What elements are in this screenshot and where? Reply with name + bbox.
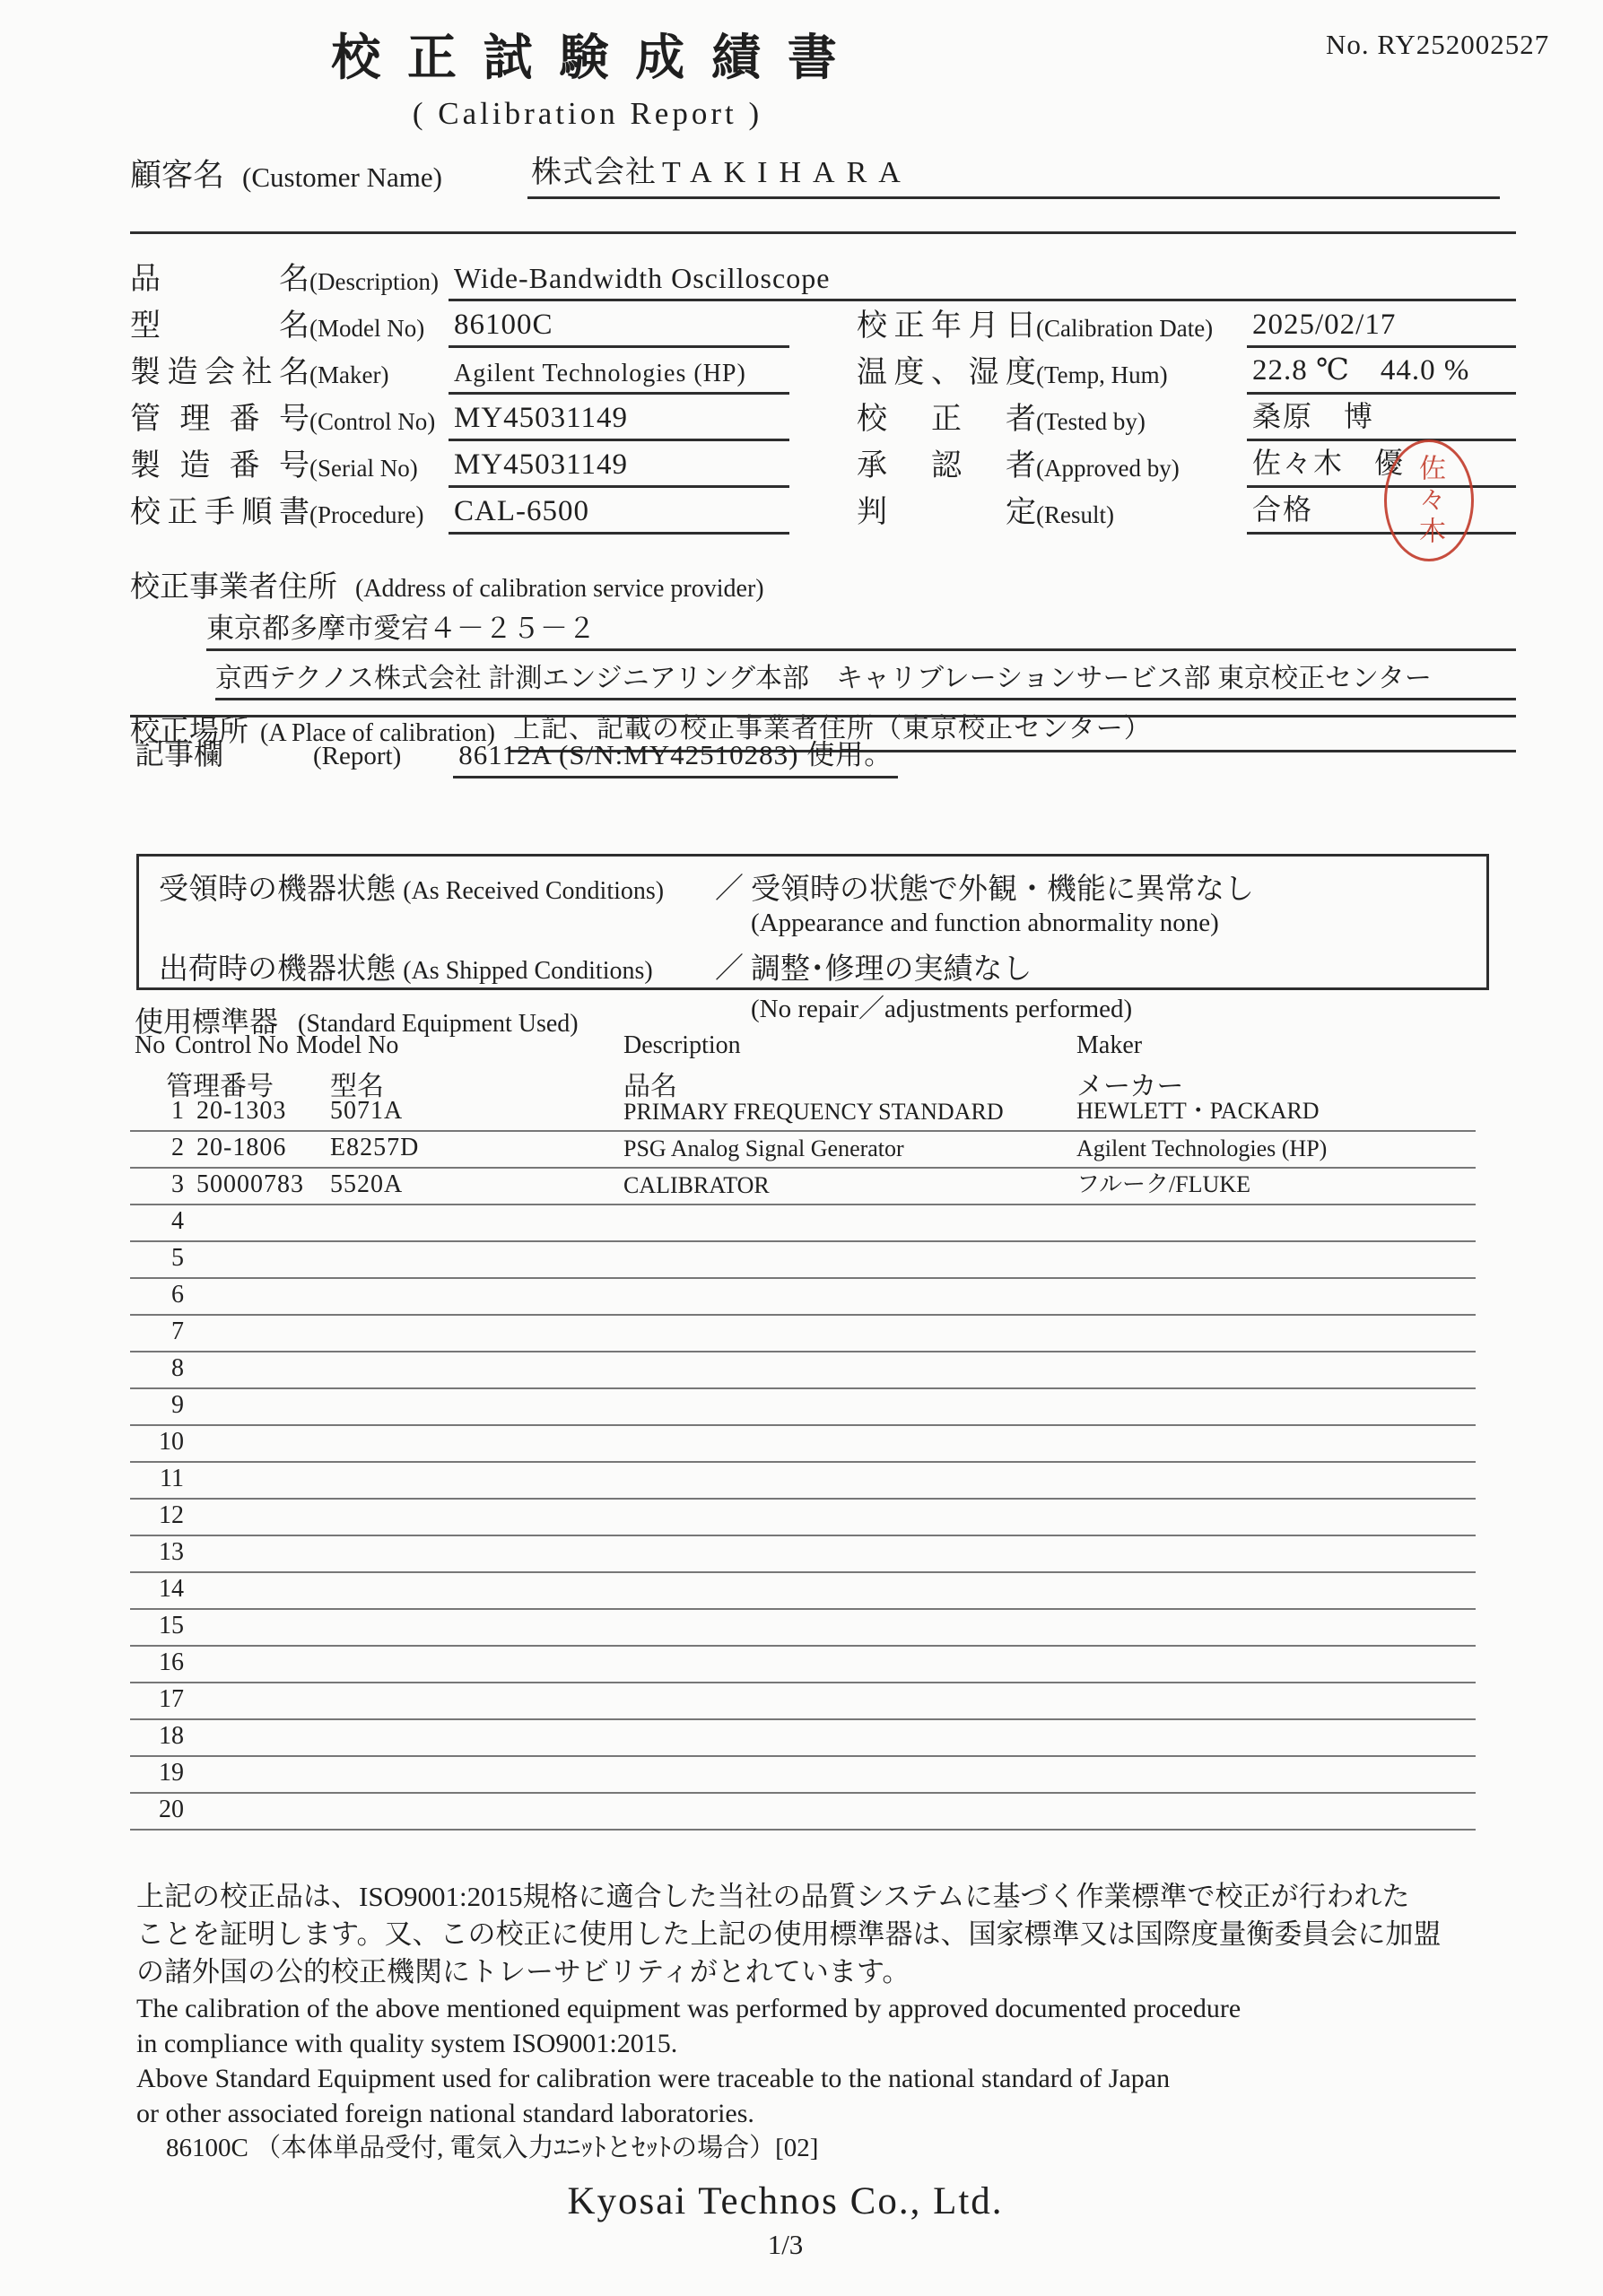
as-shipped-label-jp: 出荷時の機器状態: [159, 953, 396, 986]
equipment-maker: [1067, 1420, 1476, 1424]
description-value: Wide-Bandwidth Oscilloscope: [449, 262, 1516, 301]
as-received-label-en: (As Received Conditions): [403, 877, 665, 905]
control-no-label-en: (Control No): [309, 408, 436, 435]
customer-row: [130, 147, 1500, 199]
procedure-value: CAL-6500: [449, 495, 789, 535]
equipment-fields: [130, 255, 1516, 535]
certification-en-line-3: Above Standard Equipment used for calibration were traceable to the national standard of Japan: [136, 2064, 1171, 2093]
equipment-table-row: [130, 1169, 1476, 1205]
as-received-label: [159, 865, 708, 908]
provider-address-label-en: (Address of calibration service provider): [355, 575, 764, 603]
as-received-state: [751, 865, 1254, 938]
equipment-maker: [1067, 1530, 1476, 1535]
equipment-model-no: [323, 1420, 614, 1424]
calibration-date-value: 2025/02/17: [1247, 309, 1516, 348]
calibration-place-label-en: (A Place of calibration): [260, 719, 496, 747]
equipment-model-no: [323, 1530, 614, 1535]
tested-by-label-en: (Tested by): [1036, 408, 1146, 435]
field-serial-no: [130, 440, 789, 488]
equipment-maker: [1067, 1604, 1476, 1608]
equipment-row-number: 20: [159, 1796, 184, 1823]
equipment-row-number: 6: [171, 1281, 184, 1309]
equipment-description: [614, 1383, 1067, 1387]
company-name: Kyosai Technos Co., Ltd.: [567, 2180, 1004, 2222]
equipment-description: [614, 1787, 1067, 1792]
equipment-row-number: 5: [171, 1244, 184, 1272]
equipment-row-number: 16: [159, 1648, 184, 1676]
equipment-row-number: 8: [171, 1354, 184, 1382]
field-temp-hum: [857, 346, 1516, 395]
equipment-table-row: [130, 1647, 1476, 1683]
approved-by-value: 佐々木 優: [1247, 440, 1516, 488]
standard-equipment-title-jp: 使用標準器: [135, 1005, 279, 1038]
certification-jp-line-2: ことを証明します。又、この校正に使用した上記の使用標準器は、国家標準又は国際度量衡委員会に加盟: [136, 1918, 1442, 1950]
equipment-model-no: [323, 1567, 614, 1571]
equipment-model-no: [323, 1346, 614, 1351]
equipment-description: [614, 1714, 1067, 1718]
standard-equipment-title-en: (Standard Equipment Used): [298, 1010, 579, 1038]
control-no-label-jp: 管理番号: [130, 403, 309, 436]
tested-by-label-jp: 校正者: [857, 403, 1036, 436]
column-header-control-no: Control No: [175, 1031, 289, 1059]
as-shipped-state-en: (No repair／adjustments performed): [751, 995, 1133, 1023]
as-received-label-jp: 受領時の機器状態: [159, 874, 396, 906]
equipment-control-no: [193, 1604, 323, 1608]
equipment-table-header-english: [130, 1031, 1476, 1060]
equipment-maker: [1067, 1493, 1476, 1498]
equipment-table-row: [130, 1463, 1476, 1500]
field-calibration-date: [857, 300, 1516, 348]
column-header-description: Description: [623, 1031, 741, 1059]
equipment-maker: [1067, 1751, 1476, 1755]
certification-jp-line-1: 上記の校正品は、ISO9001:2015規格に適合した当社の品質システムに基づく作業標準で校正が行われた: [136, 1881, 1410, 1912]
equipment-maker: [1067, 1273, 1476, 1277]
equipment-table-row: [130, 1132, 1476, 1169]
equipment-table-row: [130, 1720, 1476, 1757]
equipment-maker: [1067, 1714, 1476, 1718]
equipment-table-row: [130, 1573, 1476, 1610]
column-header-model-no: Model No: [296, 1031, 399, 1059]
certification-note: 86100C （本体単品受付, 電気入力ﾕﾆｯﾄとｾｯﾄの場合）[02]: [166, 2134, 819, 2162]
temp-hum-value: 22.8 ℃ 44.0 %: [1247, 346, 1516, 395]
document-title-japanese: 校 正 試 験 成 績 書: [331, 30, 844, 85]
equipment-model-no: [323, 1824, 614, 1829]
equipment-model-no: [323, 1714, 614, 1718]
result-value: 合格: [1247, 487, 1516, 535]
equipment-description: [614, 1236, 1067, 1240]
equipment-control-no: [193, 1457, 323, 1461]
column-header-model-no-jp: 型名: [330, 1072, 384, 1101]
equipment-model-no: [323, 1236, 614, 1240]
procedure-label-en: (Procedure): [309, 501, 424, 528]
equipment-model-no: [323, 1640, 614, 1645]
equipment-control-no: [193, 1640, 323, 1645]
approved-by-label-en: (Approved by): [1036, 455, 1180, 482]
hanko-stamp-text: 佐々木: [1415, 453, 1444, 548]
equipment-model-no: [323, 1457, 614, 1461]
horizontal-rule-middle: [130, 715, 1516, 718]
certification-en-line-4: or other associated foreign national standard laboratories.: [136, 2099, 754, 2128]
equipment-table-row: [130, 1242, 1476, 1279]
document-title-block: [296, 18, 879, 132]
page-number: 1/3: [767, 2229, 804, 2260]
as-shipped-state: [751, 945, 1132, 1025]
serial-no-label-en: (Serial No): [309, 455, 418, 482]
calibration-date-label-jp: 校正年月日: [857, 309, 1036, 343]
column-header-control-no-jp: 管理番号: [166, 1072, 274, 1101]
equipment-control-no: [193, 1346, 323, 1351]
equipment-model-no: [323, 1273, 614, 1277]
tested-by-value: 桑原 博: [1247, 394, 1516, 441]
equipment-table-row: [130, 1352, 1476, 1389]
certification-en-line-1: The calibration of the above mentioned equipment was performed by approved documented procedure: [136, 1994, 1241, 2023]
equipment-maker: [1067, 1824, 1476, 1829]
equipment-table-row: [130, 1426, 1476, 1463]
equipment-model-no: [323, 1751, 614, 1755]
equipment-description: [614, 1824, 1067, 1829]
equipment-row-number: 18: [159, 1722, 184, 1750]
field-row-maker-temp: [130, 348, 1516, 395]
column-header-no: No: [135, 1031, 166, 1059]
temp-hum-label-jp: 温度、湿度: [857, 356, 1036, 389]
equipment-control-no: [193, 1383, 323, 1387]
as-received-state-jp: 受領時の状態で外観・機能に異常なし: [751, 874, 1255, 906]
equipment-table-row: [130, 1610, 1476, 1647]
equipment-maker: [1067, 1383, 1476, 1387]
equipment-row-number: 10: [159, 1428, 184, 1456]
equipment-maker: [1067, 1346, 1476, 1351]
equipment-model-no: [323, 1787, 614, 1792]
equipment-control-no: [193, 1714, 323, 1718]
remarks-label-en: (Report): [313, 742, 402, 770]
equipment-model-no: [323, 1383, 614, 1387]
calibration-place-value: 上記、記載の校正事業者住所（東京校正センター）: [510, 706, 1516, 752]
equipment-row-number: 7: [171, 1318, 184, 1345]
equipment-table-row: [130, 1683, 1476, 1720]
calibration-date-label-en: (Calibration Date): [1036, 315, 1214, 342]
equipment-description: [614, 1567, 1067, 1571]
procedure-label-jp: 校正手順書: [130, 496, 309, 529]
model-label-jp: 型名: [130, 309, 309, 343]
model-value: 86100C: [449, 309, 789, 348]
equipment-control-no: 20-1806: [196, 1134, 287, 1161]
as-shipped-separator: ／: [715, 952, 745, 984]
temp-hum-label-en: (Temp, Hum): [1036, 361, 1168, 388]
calibration-place-label-jp: 校正場所: [130, 716, 248, 748]
equipment-table-row: [130, 1389, 1476, 1426]
as-received-conditions-row: [159, 865, 1486, 938]
description-label-en: (Description): [309, 268, 439, 295]
field-row-serial-approver: [130, 441, 1516, 488]
remarks-row: [135, 731, 898, 778]
field-procedure: [130, 487, 789, 535]
equipment-row-number: 17: [159, 1685, 184, 1713]
certification-en-line-2: in compliance with quality system ISO9001:2015.: [136, 2029, 678, 2058]
equipment-maker: [1067, 1236, 1476, 1240]
equipment-table-row: [130, 1757, 1476, 1794]
equipment-row-number: 15: [159, 1612, 184, 1639]
control-no-value: MY45031149: [449, 402, 789, 441]
equipment-control-no: [193, 1236, 323, 1240]
provider-address-organization: 京西テクノス株式会社 計測エンジニアリング本部 キャリブレーションサービス部 東京校正センター: [215, 656, 1516, 700]
equipment-control-no: [193, 1273, 323, 1277]
equipment-control-no: 20-1303: [196, 1097, 287, 1125]
equipment-row-number: 19: [159, 1759, 184, 1787]
equipment-row-number: 3: [171, 1170, 184, 1198]
horizontal-rule-top: [130, 231, 1516, 234]
equipment-table-row: [130, 1500, 1476, 1536]
customer-company-prefix: 株式会社: [531, 156, 657, 189]
equipment-description: [614, 1530, 1067, 1535]
equipment-model-no: [323, 1677, 614, 1682]
equipment-description: [614, 1309, 1067, 1314]
field-model: [130, 300, 789, 348]
equipment-maker: [1067, 1640, 1476, 1645]
equipment-description: [614, 1457, 1067, 1461]
equipment-row-number: 13: [159, 1538, 184, 1566]
equipment-maker: [1067, 1309, 1476, 1314]
equipment-table-row: [130, 1316, 1476, 1352]
equipment-row-number: 11: [160, 1465, 184, 1492]
equipment-model-no: [323, 1493, 614, 1498]
column-header-description-jp: 品名: [623, 1072, 677, 1101]
equipment-model-no: 5520A: [330, 1170, 404, 1198]
field-row-control-tester: [130, 395, 1516, 441]
equipment-control-no: [193, 1420, 323, 1424]
equipment-row-number: 2: [171, 1134, 184, 1161]
as-shipped-state-jp: 調整･修理の実績なし: [751, 953, 1032, 986]
equipment-description: CALIBRATOR: [623, 1172, 770, 1198]
page-footer: [0, 2179, 1587, 2261]
equipment-control-no: [193, 1787, 323, 1792]
equipment-table-row: [130, 1279, 1476, 1316]
field-row-model-date: [130, 301, 1516, 348]
equipment-description: [614, 1420, 1067, 1424]
customer-value: [527, 147, 1500, 199]
equipment-control-no: 50000783: [196, 1170, 304, 1198]
provider-address-street: 東京都多摩市愛宕４－２５－２: [206, 605, 1516, 651]
customer-label-jp: 顧客名: [130, 158, 225, 193]
equipment-table-row: [130, 1205, 1476, 1242]
certification-jp-line-3: の諸外国の公的校正機関にトレーサビリティがとれています。: [136, 1956, 910, 1987]
certification-statement-japanese: [136, 1878, 1442, 1991]
equipment-control-no: [193, 1567, 323, 1571]
equipment-description: [614, 1640, 1067, 1645]
description-label-jp: 品名: [130, 263, 309, 296]
as-received-state-en: (Appearance and function abnormality none): [751, 909, 1219, 937]
equipment-row-number: 9: [171, 1391, 184, 1419]
equipment-table-row: [130, 1794, 1476, 1831]
as-received-separator: ／: [715, 872, 745, 904]
equipment-maker: HEWLETT・PACKARD: [1076, 1098, 1320, 1124]
equipment-description: [614, 1273, 1067, 1277]
equipment-table-row: [130, 1095, 1476, 1132]
equipment-control-no: [193, 1493, 323, 1498]
equipment-maker: フルーク/FLUKE: [1076, 1171, 1250, 1197]
equipment-maker: [1067, 1567, 1476, 1571]
equipment-maker: [1067, 1457, 1476, 1461]
equipment-control-no: [193, 1824, 323, 1829]
field-row-procedure-result: [130, 488, 1516, 535]
as-shipped-label: [159, 945, 708, 987]
customer-company-name: TAKIHARA: [662, 156, 912, 189]
equipment-table-rows: [130, 1095, 1476, 1831]
field-maker: [130, 347, 789, 395]
equipment-model-no: [323, 1604, 614, 1608]
field-row-description: [130, 255, 1516, 301]
equipment-row-number: 4: [171, 1207, 184, 1235]
field-control-no: [130, 394, 789, 441]
maker-label-en: (Maker): [309, 361, 389, 388]
as-shipped-label-en: (As Shipped Conditions): [403, 957, 653, 985]
equipment-model-no: E8257D: [330, 1134, 420, 1161]
result-label-en: (Result): [1036, 501, 1114, 528]
model-label-en: (Model No): [309, 315, 425, 342]
equipment-control-no: [193, 1677, 323, 1682]
equipment-table-row: [130, 1536, 1476, 1573]
equipment-description: [614, 1493, 1067, 1498]
serial-no-value: MY45031149: [449, 448, 789, 488]
equipment-description: [614, 1346, 1067, 1351]
equipment-description: [614, 1751, 1067, 1755]
maker-label-jp: 製造会社名: [130, 356, 309, 389]
field-tested-by: [857, 394, 1516, 441]
equipment-model-no: [323, 1309, 614, 1314]
document-title-english: ( Calibration Report ): [412, 96, 763, 131]
customer-label-en: (Customer Name): [242, 161, 442, 193]
report-number: No. RY252002527: [1326, 29, 1550, 60]
maker-value: Agilent Technologies (HP): [449, 360, 789, 395]
approved-by-label-jp: 承認者: [857, 449, 1036, 483]
remarks-label-jp: 記事欄: [135, 739, 223, 771]
equipment-description: PRIMARY FREQUENCY STANDARD: [623, 1099, 1004, 1125]
column-header-maker-jp: メーカー: [1076, 1072, 1184, 1101]
equipment-control-no: [193, 1530, 323, 1535]
provider-address-label-jp: 校正事業者住所: [130, 571, 337, 604]
equipment-control-no: [193, 1309, 323, 1314]
serial-no-label-jp: 製造番号: [130, 449, 309, 483]
equipment-maker: [1067, 1677, 1476, 1682]
equipment-model-no: 5071A: [330, 1097, 404, 1125]
equipment-description: PSG Analog Signal Generator: [623, 1135, 904, 1161]
equipment-maker: [1067, 1787, 1476, 1792]
equipment-control-no: [193, 1751, 323, 1755]
equipment-row-number: 12: [159, 1501, 184, 1529]
provider-address-label-row: [130, 563, 1516, 605]
provider-address-block: [130, 563, 1516, 752]
approval-hanko-stamp: [1384, 439, 1474, 561]
remarks-value: 86112A (S/N:MY42510283) 使用。: [453, 732, 898, 778]
equipment-description: [614, 1604, 1067, 1608]
equipment-row-number: 14: [159, 1575, 184, 1603]
equipment-maker: Agilent Technologies (HP): [1076, 1135, 1328, 1161]
column-header-maker: Maker: [1076, 1031, 1143, 1059]
result-label-jp: 判定: [857, 496, 1036, 529]
equipment-row-number: 1: [171, 1097, 184, 1125]
equipment-description: [614, 1677, 1067, 1682]
certification-statement-english: [136, 1991, 1241, 2131]
